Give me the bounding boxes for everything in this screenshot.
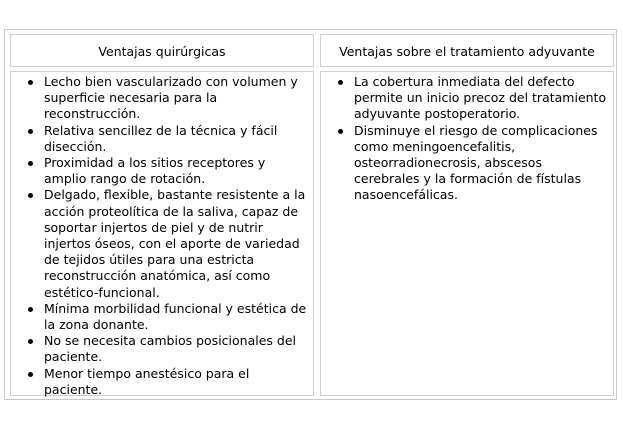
list-item <box>11 187 311 300</box>
list-item-text: La cobertura inmediata del defecto permite un inicio precoz del tratamiento adyuvante postoperatorio. <box>354 74 607 122</box>
bullet-icon <box>28 80 33 85</box>
list-item-text: Relativa sencillez de la técnica y fácil disección. <box>44 122 278 154</box>
bullet-icon <box>28 307 33 312</box>
header-surgical-advantages: Ventajas quirúrgicas <box>98 44 226 59</box>
list-item-text: Menor tiempo anestésico para el paciente. <box>44 365 250 397</box>
list-item-text: Delgado, flexible, bastante resistente a la acción proteolítica de la saliva, capaz de soportar injertos de piel y de nutrir injertos óseos, con el aporte de variedad de tejidos útiles para una estricta reconstrucción anatómica, así como estético-funcional. <box>44 187 306 300</box>
bullet-icon <box>338 80 343 85</box>
bullet-icon <box>28 161 33 166</box>
bullet-icon <box>28 339 33 344</box>
list-item-text: Disminuye el riesgo de complicaciones como meningoencefalitis, osteorradionecrosis, abscesos cerebrales y la formación de fístulas nasoencefálicas. <box>354 122 598 203</box>
list-item <box>321 74 609 123</box>
surgical-advantages-list <box>11 74 311 398</box>
list-item-text: Lecho bien vascularizado con volumen y superficie necesaria para la reconstrucción. <box>44 74 298 122</box>
header-cell-adjuvant-advantages <box>320 34 614 67</box>
list-item <box>11 74 311 123</box>
list-item <box>11 333 311 365</box>
bullet-icon <box>338 129 343 134</box>
bullet-icon <box>28 372 33 377</box>
list-item-text: No se necesita cambios posicionales del paciente. <box>44 333 296 365</box>
bullet-icon <box>28 129 33 134</box>
surgical-advantages-cell <box>10 71 314 396</box>
list-item <box>11 301 311 333</box>
list-item <box>11 155 311 187</box>
list-item <box>321 123 609 204</box>
list-item-text: Proximidad a los sitios receptores y amplio rango de rotación. <box>44 155 266 187</box>
header-cell-surgical-advantages <box>10 34 314 67</box>
adjuvant-advantages-list <box>321 74 609 204</box>
adjuvant-advantages-cell <box>320 71 614 396</box>
list-item-text: Mínima morbilidad funcional y estética de la zona donante. <box>44 300 307 333</box>
list-item <box>11 123 311 155</box>
header-adjuvant-advantages: Ventajas sobre el tratamiento adyuvante <box>339 44 595 59</box>
bullet-icon <box>28 193 33 198</box>
list-item <box>11 366 311 398</box>
comparison-table <box>4 29 617 400</box>
